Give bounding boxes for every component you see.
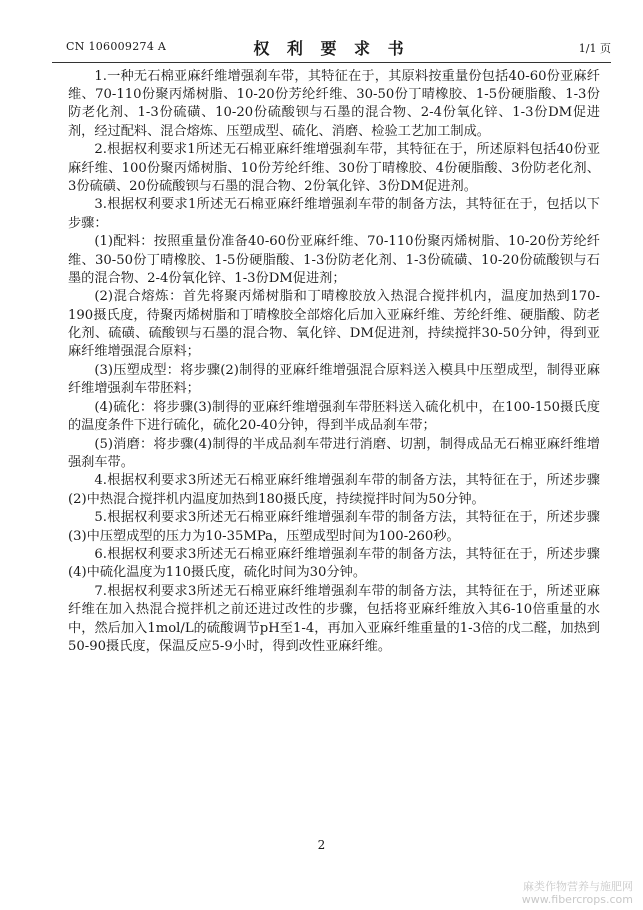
page-number: 2 [317, 838, 326, 852]
claim-2: 2.根据权利要求1所述无石棉亚麻纤维增强刹车带，其特征在于，所述原料包括40份亚麻纤维、100份聚丙烯树脂、10份芳纶纤维、30份丁晴橡胶、4份硬脂酸、3份防老化剂、3份硫磺、20份硫酸钡与石墨的混合物、2份氧化锌、3份DM促进剂。 [68, 142, 600, 194]
document-title: 权 利 要 求 书 [253, 39, 410, 58]
claims-body [68, 68, 600, 657]
claim-3-step-2: (2)混合熔炼：首先将聚丙烯树脂和丁晴橡胶放入热混合搅拌机内，温度加热到170-190摄氏度，待聚丙烯树脂和丁晴橡胶全部熔化后加入亚麻纤维、芳纶纤维、硬脂酸、防老化剂、硫磺、硫酸钡与石墨的混合物、氧化锌、DM促进剂，持续搅拌30-50分钟，得到亚麻纤维增强混合原料； [68, 289, 600, 360]
page-indicator: 1/1 页 [578, 42, 611, 55]
claim-5: 5.根据权利要求3所述无石棉亚麻纤维增强刹车带的制备方法，其特征在于，所述步骤(3)中压塑成型的压力为10-35MPa，压塑成型时间为100-260秒。 [68, 510, 600, 544]
claim-3-step-4: (4)硫化：将步骤(3)制得的亚麻纤维增强刹车带胚料送入硫化机中，在100-150摄氏度的温度条件下进行硫化，硫化20-40分钟，得到半成品刹车带； [68, 399, 600, 433]
claim-1: 1.一种无石棉亚麻纤维增强刹车带，其特征在于，其原料按重量份包括40-60份亚麻纤维、70-110份聚丙烯树脂、10-20份芳纶纤维、30-50份丁晴橡胶、1-5份硬脂酸、1-3份防老化剂、1-3份硫磺、10-20份硫酸钡与石墨的混合物、2-4份氧化锌、1-3份DM促进剂，经过配料、混合熔炼、压塑成型、硫化、消磨、检验工艺加工制成。 [68, 69, 600, 139]
claim-6: 6.根据权利要求3所述无石棉亚麻纤维增强刹车带的制备方法，其特征在于，所述步骤(4)中硫化温度为110摄氏度，硫化时间为30分钟。 [68, 547, 600, 581]
claim-3: 3.根据权利要求1所述无石棉亚麻纤维增强刹车带的制备方法，其特征在于，包括以下步骤： [68, 197, 600, 231]
claim-3-step-5: (5)消磨：将步骤(4)制得的半成品刹车带进行消磨、切割，制得成品无石棉亚麻纤维增强刹车带。 [68, 436, 600, 470]
watermark-url: www.fibercrops.com [521, 893, 633, 906]
publication-number: CN 106009274 A [66, 40, 167, 53]
claim-7: 7.根据权利要求3所述无石棉亚麻纤维增强刹车带的制备方法，其特征在于，所述亚麻纤维在加入热混合搅拌机之前还进过改性的步骤，包括将亚麻纤维放入其6-10倍重量的水中，然后加入1mol/L的硫酸调节pH至1-4，再加入亚麻纤维重量的1-3倍的戊二醛，加热到50-90摄氏度，保温反应5-9小时，得到改性亚麻纤维。 [68, 584, 600, 654]
watermark-site-name: 麻类作物营养与施肥网 [523, 880, 633, 893]
site-watermark [522, 880, 633, 906]
claim-4: 4.根据权利要求3所述无石棉亚麻纤维增强刹车带的制备方法，其特征在于，所述步骤(2)中热混合搅拌机内温度加热到180摄氏度，持续搅拌时间为50分钟。 [68, 473, 600, 507]
header-divider [52, 62, 611, 63]
claim-3-step-1: (1)配料：按照重量份准备40-60份亚麻纤维、70-110份聚丙烯树脂、10-20份芳纶纤维、30-50份丁晴橡胶、1-5份硬脂酸、1-3份防老化剂、1-3份硫磺、10-20份硫酸钡与石墨的混合物、2-4份氧化锌、1-3份DM促进剂； [68, 234, 600, 286]
claim-3-step-3: (3)压塑成型：将步骤(2)制得的亚麻纤维增强混合原料送入模具中压塑成型，制得亚麻纤维增强刹车带胚料； [68, 362, 600, 396]
page-header [52, 36, 611, 60]
